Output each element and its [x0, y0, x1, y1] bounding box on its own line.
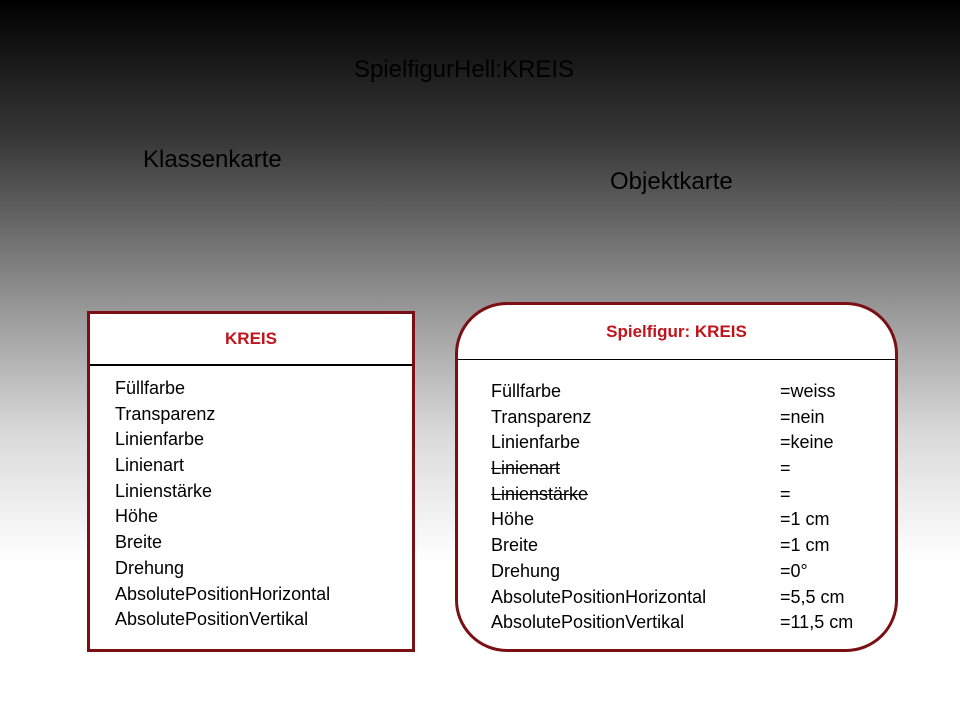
class-attribute: Breite	[115, 532, 163, 553]
attribute-name: Drehung	[491, 560, 561, 581]
attribute-value: =1 cm	[780, 535, 830, 556]
object-card-header: Spielfigur: KREIS	[458, 305, 895, 360]
attribute-name: Linienfarbe	[491, 432, 581, 453]
attribute-value: =weiss	[780, 381, 836, 401]
slide-title: SpielfigurHell:KREIS	[353, 56, 575, 83]
attribute-value: =11,5 cm	[780, 612, 854, 633]
attribute-name: Linienstärke	[491, 483, 589, 504]
class-attribute: Höhe	[115, 506, 159, 527]
object-attribute-row	[491, 559, 891, 585]
class-card	[87, 311, 415, 652]
class-card-header: KREIS	[90, 314, 412, 366]
attribute-value: =keine	[780, 432, 834, 453]
attribute-value: =0°	[780, 560, 808, 581]
attribute-value: =nein	[780, 406, 825, 427]
class-attribute: AbsolutePositionHorizontal	[115, 583, 331, 604]
attribute-name: Breite	[491, 535, 539, 556]
object-card	[455, 302, 898, 652]
attribute-value: =	[780, 458, 791, 479]
attribute-name: Linienart	[491, 458, 561, 479]
class-attribute: Transparenz	[115, 403, 216, 424]
object-attribute-row	[491, 379, 891, 405]
object-attribute-row	[491, 585, 891, 611]
object-attribute-row	[491, 482, 891, 508]
class-attribute-list	[115, 376, 330, 633]
class-attribute: Füllfarbe	[115, 378, 186, 398]
object-attribute-row	[491, 507, 891, 533]
attribute-name: Transparenz	[491, 406, 592, 427]
class-attribute: Drehung	[115, 557, 185, 578]
class-attribute: Linienstärke	[115, 480, 213, 501]
object-attribute-row	[491, 533, 891, 559]
attribute-value: =5,5 cm	[780, 586, 845, 607]
object-attribute-row	[491, 405, 891, 431]
attribute-value: =1 cm	[780, 509, 830, 530]
class-attribute: Linienart	[115, 455, 185, 476]
attribute-value: =	[780, 483, 791, 504]
attribute-name: AbsolutePositionHorizontal	[491, 586, 707, 607]
attribute-name: AbsolutePositionVertikal	[491, 612, 685, 633]
object-attribute-row	[491, 610, 891, 636]
class-attribute: AbsolutePositionVertikal	[115, 609, 309, 630]
object-card-label: Objektkarte	[610, 168, 733, 195]
attribute-name: Füllfarbe	[491, 381, 562, 401]
attribute-name: Höhe	[491, 509, 535, 530]
object-attribute-row	[491, 456, 891, 482]
object-attribute-list	[491, 379, 891, 636]
object-attribute-row	[491, 430, 891, 456]
class-attribute: Linienfarbe	[115, 429, 205, 450]
class-card-label: Klassenkarte	[143, 146, 282, 173]
